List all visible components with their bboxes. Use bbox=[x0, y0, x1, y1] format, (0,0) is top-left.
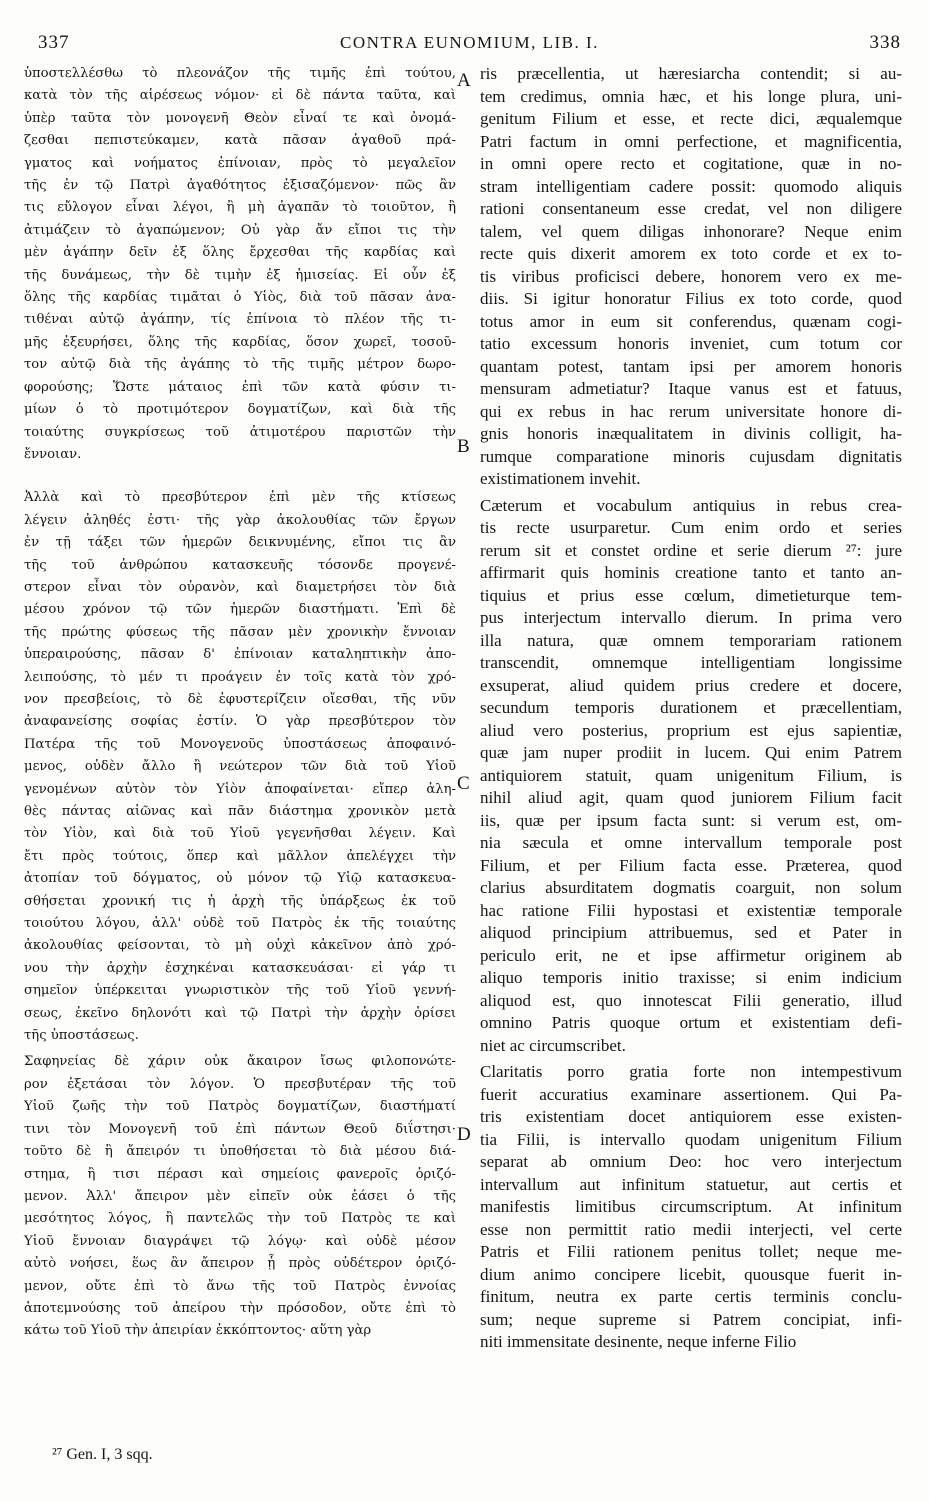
text-line: κάτω τοῦ Υἱοῦ τὴν ἀπειρίαν ἐκκόπτοντος· αὕτη γὰρ bbox=[24, 1323, 372, 1339]
text-line: Cæterum et vocabulum antiquius in rebus crea- bbox=[480, 495, 902, 515]
text-line: diis. Si igitur honoratur Filius ex toto corde, quod bbox=[480, 289, 902, 308]
text-line: hac ratione Filii hypostasi et existentiæ temporale bbox=[480, 900, 902, 920]
text-line: τὸν Υἱὸν, καὶ διὰ τοῦ Υἱοῦ γεγενῆσθαι λέγειν. Καὶ bbox=[24, 826, 456, 842]
text-line: τοιούτου λόγου, ἀλλ' οὐδὲ τοῦ Πατρὸς ἐκ τῆς τοιαύτης bbox=[24, 916, 456, 932]
text-line: Πατέρα τῆς τοῦ Μονογενοῦς ὑποστάσεως ἀποφαινό- bbox=[24, 736, 456, 752]
text-line: γενομένων αὐτὸν τὸν Υἱὸν ἀποφαίνεται· εἴπερ ἀλη- bbox=[24, 781, 456, 797]
text-line: ἔτι πρὸς τούτοις, ὅπερ καὶ μᾶλλον ἀπελέγχει τὴν bbox=[24, 848, 456, 864]
text-line: μέσου χρόνον τῷ τῶν ἡμερῶν διαστήματι. Ἐπὶ δὲ bbox=[24, 602, 456, 618]
text-line: qui ex rebus in hac rerum universitate honore di- bbox=[480, 401, 902, 421]
text-line: dium animo concipere licebit, quousque fuerit in- bbox=[480, 1264, 902, 1284]
text-line: finitum, neutra ex parte certis terminis conclu- bbox=[480, 1287, 902, 1306]
text-line: ὑποστελλέσθω τὸ πλεονάζον τῆς τιμῆς ἐπὶ τούτου, bbox=[24, 66, 456, 81]
page-number-left: 337 bbox=[38, 32, 70, 53]
text-line: ris præcellentia, ut hæresiarcha contendit; si au- bbox=[480, 64, 902, 83]
text-line: νου τὴν ἀρχὴν ἐσχηκέναι κατασκευάσαι· εἰ γάρ τι bbox=[24, 960, 456, 976]
margin-marker-c: C bbox=[457, 773, 470, 794]
text-line: secundum temporis durationem et præcellentiam, bbox=[480, 698, 902, 717]
text-line: niet ac circumscribet. bbox=[480, 1035, 626, 1055]
text-line: exsuperat, aliud quidem prius credere et docere, bbox=[480, 675, 902, 695]
text-line: τον αὐτῷ διὰ τῆς ἀγάπης τὸ τῆς τιμῆς μέτρον δωρο- bbox=[24, 357, 456, 373]
text-line: μῆς ἐξευρήσει, ὅλης τῆς καρδίας, ὅσον χωρεῖ, τοσοῦ- bbox=[24, 334, 456, 350]
text-line: aliquod principium attribuemus, sed et Pater in bbox=[480, 923, 902, 942]
text-line: τοιαύτης συγκρίσεως τοῦ ἀτιμοτέρου παριστῶν τὴν bbox=[24, 424, 456, 440]
text-line: esse non permittit ratio medii interjecti, vel certe bbox=[480, 1219, 902, 1239]
text-line: τῆς πρώτης φύσεως τῆς πᾶσαν μὲν χρονικὴν ἔννοιαν bbox=[24, 624, 456, 640]
page-number-right: 338 bbox=[869, 32, 901, 53]
text-line: γματος καὶ νοήματος ἐπίνοιαν, πρὸς τὸ μεγαλεῖον bbox=[24, 155, 456, 171]
text-line: ὅλης τῆς καρδίας τιμᾶται ὁ Υἱὸς, διὰ τοῦ πᾶσαν ἀνα- bbox=[24, 290, 456, 306]
text-line: stram intelligentiam cadere possit: quomodo aliquis bbox=[480, 176, 902, 196]
text-line: tatio excessum honoris inveniet, cum totum cor bbox=[480, 334, 902, 353]
paragraph-gap bbox=[24, 466, 456, 487]
text-line: Ἀλλὰ καὶ τὸ πρεσβύτερον ἐπὶ μὲν τῆς κτίσεως bbox=[24, 490, 456, 506]
text-line: rationi consentaneum esse credat, vel non diligere bbox=[480, 199, 902, 218]
text-line: ἀναφανείσης σοφίας ἐστίν. Ὁ γὰρ πρεσβύτερον τὸν bbox=[24, 714, 456, 730]
text-line: σημεῖον ὑπέρκειται γνωριστικὸν τῆς τοῦ Υἱοῦ γεννή- bbox=[24, 983, 456, 999]
text-line: σθήσεται χρονική τις ἡ ἀρχὴ τῆς ὑπάρξεως ἐκ τοῦ bbox=[24, 893, 456, 909]
footnote: ²⁷ Gen. I, 3 sqq. bbox=[52, 1446, 153, 1463]
text-line: ἀτιμάζειν τὸ ἀγαπώμενον; Οὐ γὰρ ἄν εἴποι τις τὴν bbox=[24, 222, 456, 238]
text-line: affirmarit quis hominis creatione tanto et tanto an- bbox=[480, 563, 902, 582]
text-line: λειπούσης, τὸ μέν τι προάγειν ἐν τοῖς κατὰ τὸν χρό- bbox=[24, 669, 456, 685]
text-line: στημα, ἢ τισι πέρασι καὶ σημείοις φανεροῖς ὁριζό- bbox=[24, 1166, 456, 1182]
text-line: aliquo temporis initio traxisse; si enim indicium bbox=[480, 968, 902, 987]
text-line: Patri factum in omni perfectione, et magnificentia, bbox=[480, 131, 902, 151]
text-line: μὲν ἀγάπην δεῖν ἐξ ὅλης ἔρχεσθαι τῆς καρδίας καὶ bbox=[24, 245, 456, 261]
text-line: νον πρεσβείοις, τὸ δὲ ἐφυστερίζειν οἴεσθαι, τῆς νῦν bbox=[24, 691, 456, 707]
text-line: existimationem invehit. bbox=[480, 469, 641, 488]
text-line: tis recte usurparetur. Cum enim ordo et series bbox=[480, 518, 902, 537]
text-line: fuerit accuratius examinare assertionem. Qui Pa- bbox=[480, 1084, 902, 1104]
text-line: λέγειν ἀληθές ἐστι· τῆς γὰρ ἀκολουθίας τῶν ἔργων bbox=[24, 512, 456, 528]
text-line: aliquod est, quo innotescat Filii generatio, illud bbox=[480, 990, 902, 1010]
text-line: quæ jam nuper prodiit in lucem. Qui enim Patrem bbox=[480, 743, 902, 762]
running-header bbox=[38, 32, 901, 56]
text-line: transcendit, omnemque intelligentiam longissime bbox=[480, 653, 902, 672]
text-line: separat ab omnium Deo: hoc vero interjectum bbox=[480, 1152, 902, 1171]
text-line: μίων ὁ τὸ προτιμότερον δογματίζων, καὶ διὰ τῆς bbox=[24, 402, 456, 418]
text-line: ἀποτεμνούσης τοῦ ἀπείρου τὴν πρόσοδον, οὔτε ἐπὶ τὸ bbox=[24, 1300, 456, 1316]
text-line: ὑπεραιρούσης, πᾶσαν δ' ἐπίνοιαν καταληπτικὴν ἀπο- bbox=[24, 647, 456, 663]
text-line: genitum Filium et esse, et recte dici, æqualemque bbox=[480, 109, 902, 128]
text-line: tem credimus, omnia hæc, et his longe plura, uni- bbox=[480, 86, 902, 106]
greek-column bbox=[24, 63, 456, 1343]
text-line: σεως, ἐκεῖνο δηλονότι καὶ τῷ Πατρὶ τὴν ἀρχὴν ὁρίσει bbox=[24, 1005, 456, 1021]
text-line: τις εὔλογον εἶναι λέγοι, ἢ μὴ ἀγαπᾶν τὸ τοιοῦτον, ἢ bbox=[24, 200, 456, 216]
margin-marker-b: B bbox=[457, 436, 470, 457]
margin-marker-a: A bbox=[457, 70, 471, 91]
text-line: antiquiorem statuit, quam unigenitum Filium, is bbox=[480, 765, 902, 785]
text-line: αὐτὸ νοήσει, ἕως ἂν ἄπειρον ᾖ πρὸς οὐδέτερον ὁριζό- bbox=[24, 1256, 456, 1272]
latin-column bbox=[480, 63, 902, 1354]
text-line: Σαφηνείας δὲ χάριν οὐκ ἄκαιρον ἴσως φιλοπονώτε- bbox=[24, 1054, 456, 1070]
text-line: μενον. Ἀλλ' ἄπειρον μὲν εἰπεῖν οὐκ ἐάσει ὁ τῆς bbox=[24, 1188, 456, 1204]
text-line: μενον, οὔτε ἐπὶ τὸ ἄνω τῆς τοῦ Πατρὸς ἐννοίας bbox=[24, 1278, 456, 1294]
text-line: ἀκολουθίας φείσονται, τὸ μὴ οὐχὶ κἀκεῖνον ἀπὸ χρό- bbox=[24, 938, 456, 954]
text-line: rerum sit et constet ordine et serie dierum ²⁷: jure bbox=[480, 540, 902, 560]
text-line: τοῦτο δὲ ἢ ἄπειρόν τι ὑποθήσεται τὸ διὰ μέσου διά- bbox=[24, 1144, 456, 1160]
text-line: niti immensitate desinente, neque inferne Filio bbox=[480, 1332, 797, 1351]
text-line: clarius absurditatem dogmatis coarguit, non solum bbox=[480, 878, 902, 897]
text-line: tris existentiam docet antiquiorem esse existen- bbox=[480, 1107, 902, 1126]
text-line: φορούσης; Ὥστε μάταιος ἐπὶ τῶν κατὰ φύσιν τι- bbox=[24, 379, 456, 395]
margin-marker-d: D bbox=[457, 1124, 471, 1145]
text-line: nihil aliud agit, quam quod juniorem Filium facit bbox=[480, 788, 902, 807]
text-line: rumque comparatione minoris cujusdam dignitatis bbox=[480, 446, 902, 466]
text-line: periculo erit, ne et ipse affirmetur originem ab bbox=[480, 945, 902, 965]
text-line: iis, quæ per ipsum facta sunt: si verum est, om- bbox=[480, 810, 902, 830]
text-line: ζεσθαι πεπιστεύκαμεν, κατὰ πᾶσαν ἀγαθοῦ πρά- bbox=[24, 133, 456, 149]
text-line: ἐν τῇ τάξει τῶν ἡμερῶν δεικνυμένης, εἴποι τις ἂν bbox=[24, 535, 456, 551]
text-line: στερον εἶναι τὸν οὐρανὸν, καὶ διαμετρήσει τὸν διὰ bbox=[24, 579, 456, 595]
text-line: ρον ἐξετάσαι τὸν λόγον. Ὁ πρεσβυτέραν τῆς τοῦ bbox=[24, 1076, 456, 1092]
text-line: intervallum aut infinitum statuetur, aut certis et bbox=[480, 1174, 902, 1194]
text-line: Patris et Filii rationem penitus tollet; neque me- bbox=[480, 1242, 902, 1261]
text-line: recte quis dixerit amorem ex toto corde et ex to- bbox=[480, 244, 902, 263]
text-line: μενος, οὐδὲν ἄλλο ἢ νεώτερον τῶν διὰ τοῦ Υἱοῦ bbox=[24, 759, 456, 775]
text-line: Filium, et per Filium facta esse. Præterea, quod bbox=[480, 855, 902, 875]
text-line: aliud vero posterius, proprium est ejus sapientiæ, bbox=[480, 720, 902, 740]
text-line: gnis honoris inæqualitatem in divinis colligit, ha- bbox=[480, 424, 902, 443]
text-line: nia sæcula et omne intervallum temporale post bbox=[480, 833, 902, 852]
text-line: tia Filii, is intervallo quodam unigenitum Filium bbox=[480, 1129, 902, 1149]
text-line: θὲς πάντας αἰῶνας καὶ πᾶν διάστημα χρονικὸν μετὰ bbox=[24, 804, 456, 819]
text-line: pus interjectum intervallo dierum. In prima vero bbox=[480, 608, 902, 627]
text-line: τῆς τοῦ ἀνθρώπου κατασκευῆς τόσονδε προγενέ- bbox=[24, 557, 456, 573]
text-line: mensuram admetiatur? Itaque vanus est et fatuus, bbox=[480, 379, 902, 398]
text-line: τιθέναι αὐτῷ ἀγάπην, τίς ἐπίνοια τὸ πλέον τῆς τι- bbox=[24, 312, 456, 328]
text-line: tis viribus proficisci debere, honorem vero ex me- bbox=[480, 266, 902, 286]
text-line: Υἱοῦ ἔννοιαν διαγράψει τῷ λόγῳ· καὶ οὐδὲ μέσον bbox=[24, 1233, 456, 1249]
text-line: omnino Patris quoque ortum et existentiam defi- bbox=[480, 1013, 902, 1032]
text-line: μεσότητος λόγος, ἢ παντελῶς τὴν τοῦ Πατρὸς τε καὶ bbox=[24, 1211, 456, 1227]
text-line: ὑπὲρ ταῦτα τὸν μονογενῆ Θεὸν εἶναί τε καὶ ὀνομά- bbox=[24, 110, 456, 126]
text-line: ἔννοιαν. bbox=[24, 446, 82, 462]
text-line: illa natura, quæ omnem temporariam rationem bbox=[480, 630, 902, 650]
text-line: tiquius et prius esse cœlum, dimetieturque tem- bbox=[480, 585, 902, 605]
text-line: τῆς δυνάμεως, τὴν δὲ τιμὴν ἐξ ἡμισείας. Εἰ οὖν ἐξ bbox=[24, 267, 456, 283]
text-line: in omni opere recto et cogitatione, quæ in no- bbox=[480, 154, 902, 173]
text-line: sum; neque supreme si Patrem concipiat, infi- bbox=[480, 1309, 902, 1329]
text-line: τῆς ὑποστάσεως. bbox=[24, 1028, 139, 1044]
text-line: talem, vel quem diligas inhonorare? Neque enim bbox=[480, 221, 902, 241]
running-title: CONTRA EUNOMIUM, LIB. I. bbox=[340, 33, 599, 52]
text-line: τινι τὸν Μονογενῆ τοῦ ἐπὶ πάντων Θεοῦ διΐστησι· bbox=[24, 1121, 456, 1137]
text-line: τῆς ἐν τῷ Πατρὶ ἀγαθότητος ἐξισαζόμενον· πῶς ἂν bbox=[24, 178, 456, 194]
text-line: Claritatis porro gratia forte non intempestivum bbox=[480, 1062, 902, 1081]
text-line: manifestis limitibus circumscriptum. At infinitum bbox=[480, 1197, 902, 1216]
text-line: quantam potest, tantam ipsi per amorem honoris bbox=[480, 356, 902, 376]
text-line: ἀτοπίαν τοῦ δόγματος, οὐ μόνον τῷ Υἱῷ κατασκευα- bbox=[24, 871, 456, 887]
text-line: Υἱοῦ ζωῆς τὴν τοῦ Πατρὸς δογματίζων, διαστήματί bbox=[24, 1099, 456, 1115]
text-line: totus amor in eum sit conferendus, quænam cogi- bbox=[480, 311, 902, 331]
text-line: κατὰ τὸν τῆς αἱρέσεως νόμον· εἰ δὲ πάντα ταῦτα, καὶ bbox=[24, 88, 456, 104]
